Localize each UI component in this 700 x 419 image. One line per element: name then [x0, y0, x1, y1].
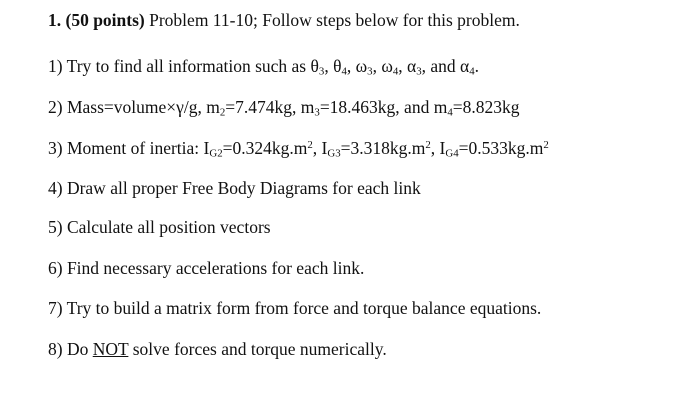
subscript: 4	[447, 106, 453, 119]
step-text: Find necessary accelerations for each link.	[66, 258, 365, 278]
step-number: 1)	[48, 56, 63, 76]
mass-value: =7.474kg, m	[225, 97, 315, 117]
step-text-post: solve forces and torque numerically.	[128, 339, 387, 359]
emphasis-not: NOT	[92, 339, 129, 359]
subscript: G3	[327, 147, 341, 160]
subscript: 3	[318, 65, 325, 78]
subscript: 3	[416, 65, 422, 78]
step-number: 8)	[48, 339, 63, 359]
problem-points: (50 points)	[65, 10, 145, 30]
step-6	[48, 257, 364, 279]
step-text: Calculate all position vectors	[66, 217, 271, 237]
mass-formula-text: Mass=volume	[66, 97, 167, 117]
times-symbol: ×	[166, 97, 177, 117]
step-3	[48, 137, 549, 159]
step-2	[48, 96, 519, 118]
subscript: 3	[314, 106, 320, 119]
problem-header	[48, 9, 520, 31]
step-text-pre: Do	[66, 339, 93, 359]
alpha-symbol: α	[460, 56, 470, 76]
period: .	[474, 56, 479, 76]
inertia-value: =3.318kg.m	[340, 138, 426, 158]
subscript: G2	[209, 147, 223, 160]
subscript: G4	[445, 147, 459, 160]
theta-symbol: θ	[310, 56, 319, 76]
step-5	[48, 216, 271, 238]
theta-symbol: θ	[333, 56, 342, 76]
step-1-text: Try to find all information such as	[66, 56, 311, 76]
step-text: Draw all proper Free Body Diagrams for each link	[66, 178, 421, 198]
superscript: 2	[543, 139, 549, 152]
problem-number: 1.	[48, 10, 62, 30]
alpha-symbol: α	[407, 56, 417, 76]
problem-title: Problem 11-10; Follow steps below for this problem.	[149, 10, 520, 30]
inertia-value: =0.324kg.m	[222, 138, 308, 158]
separator: , I	[312, 138, 328, 158]
conjunction: and	[430, 56, 456, 76]
step-number: 5)	[48, 217, 63, 237]
superscript: 2	[425, 139, 431, 152]
superscript: 2	[307, 139, 313, 152]
step-8	[48, 338, 387, 360]
mass-value: =18.463kg, and m	[319, 97, 448, 117]
step-text: Try to build a matrix form from force and torque balance equations.	[66, 298, 542, 318]
step-1: 1) Try to find all information such as $\theta_3$, $\theta_4$, $\omega_3$, $\omega_4$, $\alpha_3$, and $\alpha_4$.	[48, 56, 479, 78]
step-number: 2)	[48, 97, 63, 117]
separator: , I	[430, 138, 446, 158]
step-7	[48, 297, 541, 319]
subscript: 3	[367, 65, 373, 78]
step-number: 4)	[48, 178, 63, 198]
inertia-value: =0.533kg.m	[458, 138, 544, 158]
omega-symbol: ω	[355, 56, 368, 76]
step-number: 3)	[48, 138, 63, 158]
step-number: 6)	[48, 258, 63, 278]
step-4	[48, 177, 421, 199]
step-number: 7)	[48, 298, 63, 318]
mass-value: =8.823kg	[452, 97, 520, 117]
omega-symbol: ω	[381, 56, 393, 76]
subscript: 4	[341, 65, 347, 78]
subscript: 2	[219, 106, 226, 119]
inertia-label: Moment of inertia: I	[66, 138, 210, 158]
mass-formula-rest: γ/g, m	[176, 97, 220, 117]
subscript: 4	[469, 65, 475, 78]
subscript: 4	[392, 65, 399, 78]
